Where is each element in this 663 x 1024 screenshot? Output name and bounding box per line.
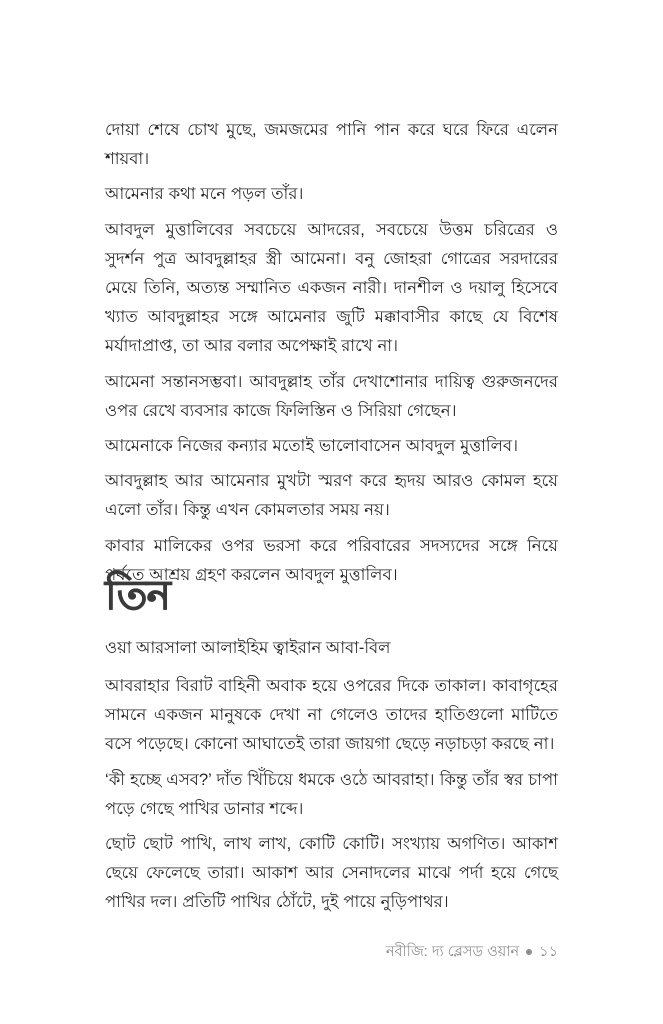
paragraph: কাবার মালিকের ওপর ভরসা করে পরিবারের সদস্যদের সঙ্গে নিয়ে পর্বতে আশ্রয় গ্রহণ করলেন আবদুল মুত্তালিব। <box>105 536 558 584</box>
chapter-body-text <box>105 672 558 918</box>
paragraph: আমেনাকে নিজের কন্যার মতোই ভালোবাসেন আবদুল মুত্তালিব। <box>105 437 519 456</box>
paragraph: আমেনার কথা মনে পড়ল তাঁর। <box>105 185 304 204</box>
footer-page-number: ১১ <box>539 944 558 960</box>
paragraph: আমেনা সন্তানসম্ভবা। আবদুল্লাহ তাঁর দেখাশোনার দায়িত্ব গুরুজনদের ওপর রেখে ব্যবসার কাজে ফিলিস্তিন ও সিরিয়া গেছেন। <box>105 372 558 420</box>
paragraph: আবরাহার বিরাট বাহিনী অবাক হয়ে ওপরের দিকে তাকাল। কাবাগৃহের সামনে একজন মানুষকে দেখা না গেলেও তাদের হাতিগুলো মাটিতে বসে পড়েছে। কোনো আঘাতেই তারা জায়গা ছেড়ে নড়াচড়া করছে না। <box>105 677 558 754</box>
chapter-ornament-title: তিন <box>105 572 170 618</box>
page-body-text <box>105 116 558 590</box>
paragraph: ছোট ছোট পাখি, লাখ লাখ, কোটি কোটি। সংখ্যায় অগণিত। আকাশ ছেয়ে ফেলেছে তারা। আকাশ আর সেনাদলের মাঝে পর্দা হয়ে গেছে পাখির দল। প্রতিটি পাখির ঠোঁটে, দুই পায়ে নুড়িপাথর। <box>105 835 558 912</box>
page-footer <box>105 940 558 964</box>
footer-separator-dot <box>526 949 532 955</box>
chapter-subtitle: ওয়া আরসালা আলাইহিম ত্বাইরান আবা-বিল <box>105 639 391 657</box>
chapter-heading-block <box>105 566 558 663</box>
paragraph: আবদুল মুত্তালিবের সবচেয়ে আদরের, সবচেয়ে উত্তম চরিত্রের ও সুদর্শন পুত্র আবদুল্লাহর স্ত্রী আমেনা। বনু জোহরা গোত্রের সরদারের মেয়ে তিনি, অত্যন্ত সম্মানিত একজন নারী। দানশীল ও দয়ালু হিসেবে খ্যাত আবদুল্লাহর সঙ্গে আমেনার জুটি মক্কাবাসীর কাছে যে বিশেষ মর্যাদাপ্রাপ্ত, তা আর বলার অপেক্ষাই রাখে না। <box>105 220 558 356</box>
paragraph: দোয়া শেষে চোখ মুছে, জমজমের পানি পান করে ঘরে ফিরে এলেন শায়বা। <box>105 121 558 169</box>
footer-book-title: নবীজি: দ্য ব্লেসড ওয়ান <box>385 944 520 960</box>
paragraph: আবদুল্লাহ আর আমেনার মুখটা স্মরণ করে হৃদয় আরও কোমল হয়ে এলো তাঁর। কিন্তু এখন কোমলতার সময় নয়। <box>105 472 558 520</box>
paragraph: ‘কী হচ্ছে এসব?’ দাঁত খিঁচিয়ে ধমকে ওঠে আবরাহা। কিন্তু তাঁর স্বর চাপা পড়ে গেছে পাখির ডানার শব্দে। <box>105 770 558 818</box>
